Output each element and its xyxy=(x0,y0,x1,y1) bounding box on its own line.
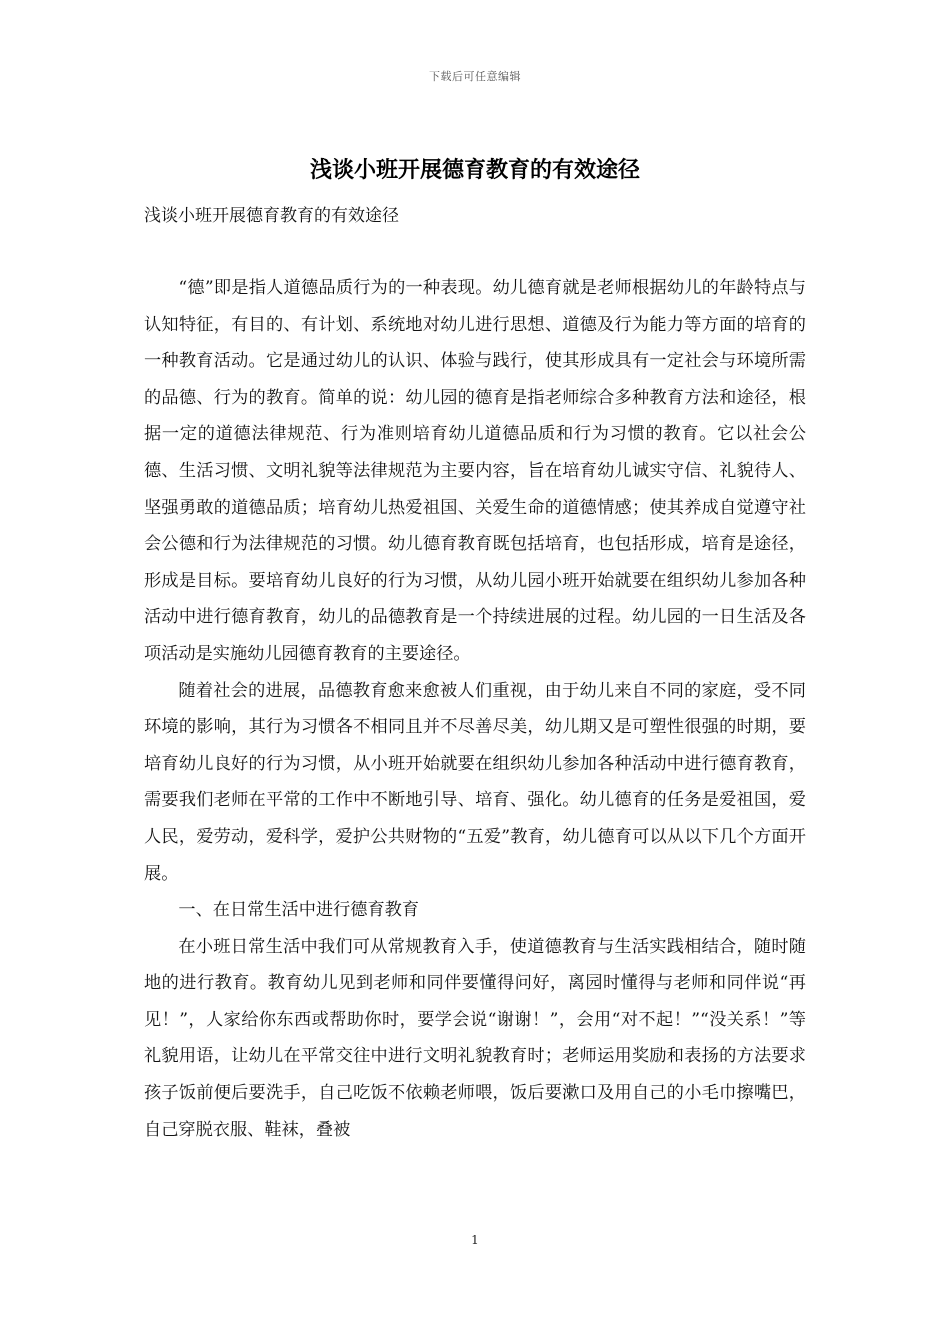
paragraph-introduction: “德”即是指人道德品质行为的一种表现。幼儿德育就是老师根据幼儿的年龄特点与认知特征，有目的、有计划、系统地对幼儿进行思想、道德及行为能力等方面的培育的一种教育活动。它是通过幼儿的认识、体验与践行，使其形成具有一定社会与环境所需的品德、行为的教育。简单的说：幼儿园的德育是指老师综合多种教育方法和途径，根据一定的道德法律规范、行为准则培育幼儿道德品质和行为习惯的教育。它以社会公德、生活习惯、文明礼貌等法律规范为主要内容，旨在培育幼儿诚实守信、礼貌待人、坚强勇敢的道德品质；培育幼儿热爱祖国、关爱生命的道德情感；使其养成自觉遵守社会公德和行为法律规范的习惯。幼儿德育教育既包括培育，也包括形成，培育是途径，形成是目标。要培育幼儿良好的行为习惯，从幼儿园小班开始就要在组织幼儿参加各种活动中进行德育教育，幼儿的品德教育是一个持续进展的过程。幼儿园的一日生活及各项活动是实施幼儿园德育教育的主要途径。 xyxy=(144,278,806,664)
paragraph-daily-life: 在小班日常生活中我们可从常规教育入手，使道德教育与生活实践相结合，随时随地的进行教育。教育幼儿见到老师和同伴要懂得问好，离园时懂得与老师和同伴说“再见！”，人家给你东西或帮助你时，要学会说“谢谢！”，会用“对不起！”“没关系！”等礼貌用语，让幼儿在平常交往中进行文明礼貌教育时；老师运用奖励和表扬的方法要求孩子饭前便后要洗手，自己吃饭不依赖老师喂，饭后要漱口及用自己的小毛巾擦嘴巴，自己穿脱衣服、鞋袜，叠被 xyxy=(144,936,806,1140)
document-title: 浅谈小班开展德育教育的有效途径 xyxy=(309,157,640,183)
paragraph-social-development: 随着社会的进展，品德教育愈来愈被人们重视，由于幼儿来自不同的家庭，受不同环境的影响，其行为习惯各不相同且并不尽善尽美，幼儿期又是可塑性很强的时期，要培育幼儿良好的行为习惯，从小班开始就要在组织幼儿参加各种活动中进行德育教育，需要我们老师在平常的工作中不断地引导、培育、强化。幼儿德育的任务是爱祖国，爱人民，爱劳动，爱科学，爱护公共财物的“五爱”教育，幼儿德育可以从以下几个方面开展。 xyxy=(144,680,806,884)
page-number: 1 xyxy=(471,1233,479,1247)
document-body xyxy=(144,270,806,1148)
header-note: 下载后可任意编辑 xyxy=(429,70,521,83)
document-subtitle: 浅谈小班开展德育教育的有效途径 xyxy=(144,206,399,226)
section-heading-daily-life: 一、在日常生活中进行德育教育 xyxy=(178,900,420,921)
